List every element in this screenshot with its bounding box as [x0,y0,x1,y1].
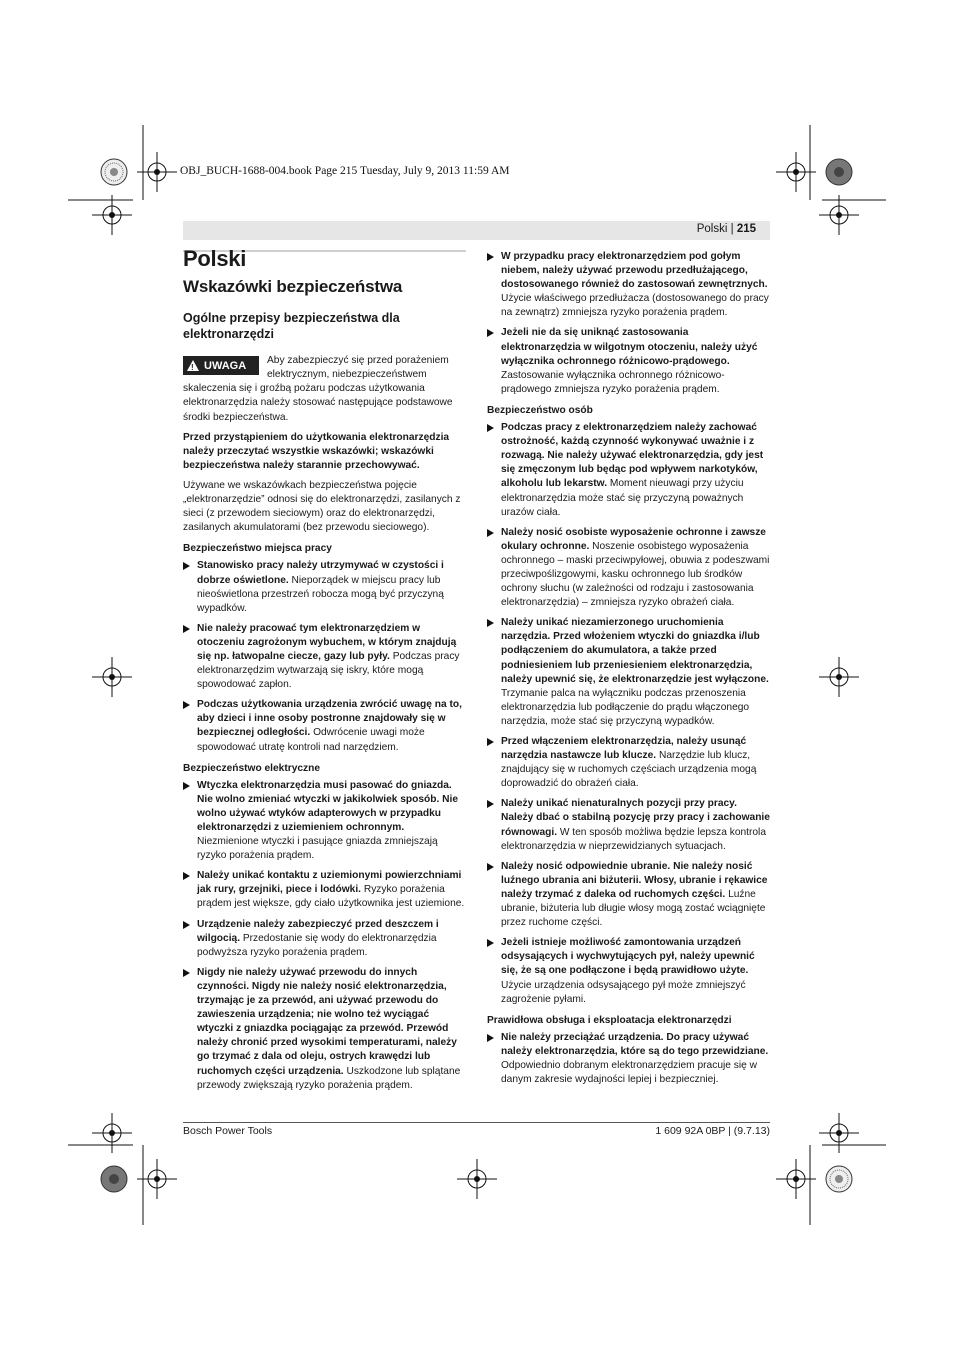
list-electrical-cont [487,250,770,397]
item-bold: Należy nosić odpowiednie ubranie. Nie należy nosić luźnego ubrania ani biżuterii. Włosy, ubranie i rękawice należy trzymać z daleka od ruchomych części. [501,860,768,900]
list-item [487,616,770,729]
intro-bold: Przed przystąpieniem do użytkowania elektronarzędzia należy przeczytać wszystkie wskazówki; wskazówki bezpieczeństwa należy starannie przechowywać. [183,431,450,471]
page-header [183,221,770,240]
item-text: Odpowiednio dobranym elektronarzędziem pracuje się w danym zakresie wydajności lepiej i bezpieczniej. [501,1059,757,1086]
list-item [487,797,770,853]
bullet-arrow-icon [183,969,190,977]
heading-electrical: Bezpieczeństwo elektryczne [183,762,321,774]
list-item [487,326,770,396]
header-text: Polski | 215 [696,223,756,235]
item-text: Użycie urządzenia odsysającego pył może zmniejszyć zagrożenie pyłami. [501,979,746,1005]
bullet-arrow-icon [183,701,190,709]
intro-text: Używane we wskazówkach bezpieczeństwa pojęcie „elektronarzędzie” odnosi się do elektronarzędzi, zasilanych z sieci (z przewodem sieciowym) oraz do elektronarzędzi, zasilanych akumulatorami (bez przewodu sieciowego). [183,479,461,534]
list-item [183,966,466,1093]
list-handling [487,1031,770,1087]
bullet-arrow-icon [487,1034,494,1042]
bullet-arrow-icon [487,863,494,871]
footer-brand: Bosch Power Tools [183,1125,273,1137]
item-bold: Urządzenie należy zabezpieczyć przed deszczem i wilgocią. [197,918,439,944]
item-text: Ryzyko porażenia prądem jest większe, gdy ciało użytkownika jest uziemione. [197,884,465,910]
bullet-arrow-icon [487,329,494,337]
item-bold: Nie należy przeciążać urządzenia. Do pracy używać należy elektronarzędzia, które są do tego przewidziane. [501,1031,769,1057]
page-title: Polski [183,246,247,271]
list-item [487,860,770,930]
item-bold: Należy unikać niezamierzonego uruchomienia narzędzia. Przed włożeniem wtyczki do gniazdka i/lub podłączeniem do akumulatora, a także przed podniesieniem lub przeniesieniem elektronarzędzia, należy upewnić się, że elektronarzędzie jest wyłączone. [501,617,769,685]
bullet-arrow-icon [183,562,190,570]
list-item [487,936,770,1006]
item-bold: Nie należy pracować tym elektronarzędziem w otoczeniu zagrożonym wybuchem, w którym znajdują się np. łatwopalne ciecze, gazy lub pyły. [197,622,457,662]
bullet-arrow-icon [183,782,190,790]
bullet-arrow-icon [487,619,494,627]
item-text: Moment nieuwagi przy użyciu elektronarzędzia może stać się przyczyną poważnych urazów ciała. [501,478,744,518]
item-text: Zastosowanie wyłącznika ochronnego różnicowo-prądowego zmniejsza ryzyko porażenia prądem. [501,369,725,395]
warning-badge-label: UWAGA [204,359,247,372]
item-text: W ten sposób możliwa będzie lepsza kontrola elektronarzędzia w nieprzewidzianych sytuacjach. [501,826,766,852]
bullet-arrow-icon [487,424,494,432]
warning-badge [183,356,259,375]
bullet-arrow-icon [183,872,190,880]
left-column [183,246,466,1099]
item-text: Noszenie osobistego wyposażenia ochronnego – maski przeciwpyłowej, obuwia z podeszwami przeciwpoślizgowymi, kasku ochronnego lub środków ochrony słuchu (w zależności od rodzaju i zastosowania elektronarzędzia) – zmniejsza ryzyko obrażeń ciała. [501,540,770,609]
bullet-arrow-icon [487,800,494,808]
page-number: 215 [736,223,756,235]
list-item [183,918,466,960]
bullet-arrow-icon [487,939,494,947]
item-bold: W przypadku pracy elektronarzędziem pod gołym niebem, należy używać przewodu przedłużającego, dostosowanego również do zastosowań zewnętrznych. [501,251,768,291]
heading-workplace: Bezpieczeństwo miejsca pracy [183,543,332,555]
bullet-arrow-icon [183,921,190,929]
item-bold: Podczas użytkowania urządzenia zwrócić uwagę na to, aby dzieci i inne osoby postronne znajdowały się w bezpiecznej odległości. [197,699,462,739]
item-text: Nieporządek w miejscu pracy lub nieoświetlona przestrzeń robocza mogą być przyczyną wypadków. [197,574,444,614]
item-bold: Należy unikać nienaturalnych pozycji przy pracy. Należy dbać o stabilną pozycję przy pracy i zachowanie równowagi. [501,798,770,838]
item-bold: Należy nosić osobiste wyposażenie ochronne i zawsze okulary ochronne. [501,526,766,552]
list-item [183,622,466,692]
item-text: Przedostanie się wody do elektronarzędzia podwyższa ryzyko porażenia prądem. [197,932,437,958]
list-item [487,1031,770,1087]
list-item [183,559,466,615]
item-bold: Wtyczka elektronarzędzia musi pasować do gniazda. Nie wolno zmieniać wtyczki w jakikolwiek sposób. Nie wolno używać wtyków adapterowych w przypadku elektronarzędzi z uziemieniem ochronnym. [197,779,458,833]
item-bold: Należy unikać kontaktu z uziemionymi powierzchniami jak rury, grzejniki, piece i lodówki. [197,870,462,896]
list-item [487,421,770,520]
item-text: Niezmienione wtyczki i pasujące gniazda zmniejszają ryzyko porażenia prądem. [197,836,438,862]
bullet-arrow-icon [487,529,494,537]
item-bold: Stanowisko pracy należy utrzymywać w czystości i dobrze oświetlone. [197,560,444,586]
warning-text: Aby zabezpieczyć się przed porażeniem elektrycznym, niebezpieczeństwem skaleczenia się i groźbą pożaru podczas użytkowania elektronarzędzia należy stosować następujące podstawowe środki bezpieczeństwa. [183,355,453,423]
item-text: Trzymanie palca na wyłączniku podczas przenoszenia elektronarzędzia lub podłączenie do prądu włączonego narzędzia, może stać się przyczyną wypadków. [501,687,750,727]
section-title: Wskazówki bezpieczeństwa [183,277,403,297]
right-column [487,250,770,1093]
item-text: Uszkodzone lub splątane przewody zwiększają ryzyko porażenia prądem. [197,1065,461,1091]
list-item [487,526,770,611]
item-text: Podczas pracy elektronarzędzim wytwarzają się iskry, które mogą spowodować zapłon. [197,650,460,691]
bullet-arrow-icon [183,625,190,633]
item-bold: Podczas pracy z elektronarzędziem należy zachować ostrożność, każdą czynność wykonywać uważnie i z rozwagą. Nie należy używać elektronarzędzia, gdy jest się zmęczonym lub będąc pod wpływem narkotyków, alkoholu lub lekarstw. [501,422,764,490]
subsection-title: Ogólne przepisy bezpieczeństwa dla elektronarzędzi [183,311,400,342]
item-bold: Jeżeli istnieje możliwość zamontowania urządzeń odsysających i wychwytujących pył, należy upewnić się, że są one podłączone i będą prawidłowo użyte. [501,937,755,977]
list-item [487,250,770,320]
item-bold: Nigdy nie należy używać przewodu do innych czynności. Nigdy nie należy nosić elektronarzędzia, trzymając je za przewód, ani używać przewodu do zawieszenia urządzenia; nie wolno też wyciągać wtyczki z gniazdka pociągając za przewód. Przewód należy chronić przed wysokimi temperaturami, należy go trzymać z dala od oleju, ostrych krawędzi lub ruchomych części urządzenia. [197,966,457,1077]
warning-block [183,354,466,424]
footer-doc-id: 1 609 92A 0BP | (9.7.13) [655,1125,770,1137]
list-electrical [183,779,466,1093]
footer-rule [183,1122,770,1123]
item-bold: Przed włączeniem elektronarzędzia, należy usunąć narzędzia nastawcze lub klucze. [501,736,747,762]
list-workplace [183,559,466,754]
item-text: Użycie właściwego przedłużacza (dostosowanego do pracy na zewnątrz) zmniejsza ryzyko porażenia prądem. [501,293,769,319]
list-personal [487,421,770,1007]
bullet-arrow-icon [487,738,494,746]
warning-triangle-icon [187,360,199,371]
list-item [183,869,466,911]
heading-personal: Bezpieczeństwo osób [487,404,593,416]
item-text: Odwrócenie uwagi może spowodować utratę kontroli nad narzędziem. [197,727,425,753]
bullet-arrow-icon [487,253,494,261]
list-item [487,735,770,791]
print-info: OBJ_BUCH-1688-004.book Page 215 Tuesday, July 9, 2013 11:59 AM [180,165,510,177]
list-item [183,698,466,754]
heading-handling: Prawidłowa obsługa i eksploatacja elektronarzędzi [487,1014,732,1026]
item-text: Luźne ubranie, biżuteria lub długie włosy mogą zostać wciągnięte przez ruchome części. [501,888,766,929]
list-item [183,779,466,864]
item-bold: Jeżeli nie da się uniknąć zastosowania elektronarzędzia w wilgotnym otoczeniu, należy użyć wyłącznika ochronnego różnicowo-prądowego. [501,327,758,367]
header-language: Polski [696,223,728,235]
item-text: Narzędzie lub klucz, znajdujący się w ruchomych częściach urządzenia mogą doprowadzić do obrażeń ciała. [501,750,757,790]
